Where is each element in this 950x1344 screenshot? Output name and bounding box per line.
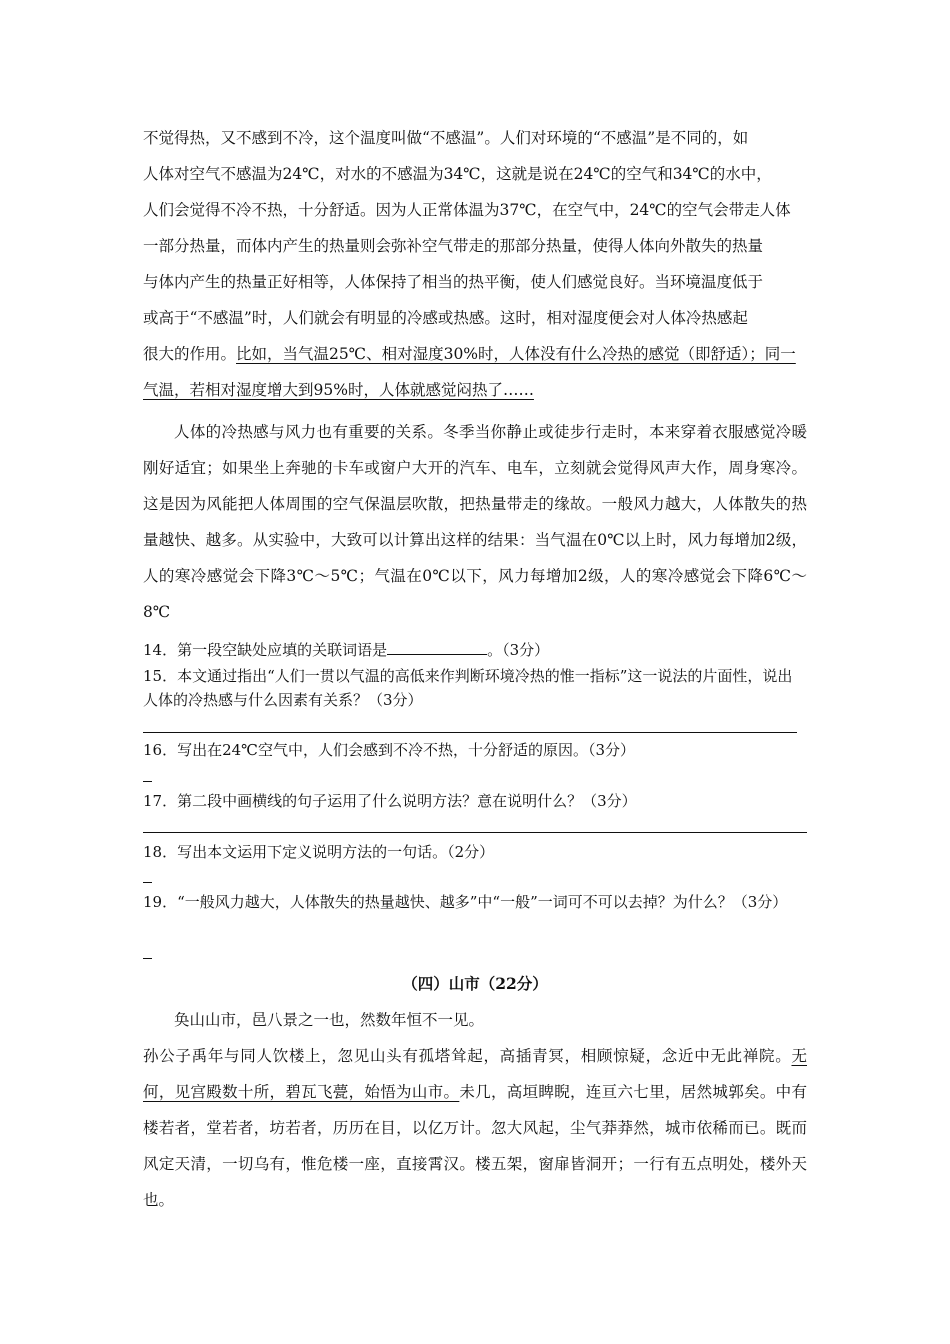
text-line xyxy=(143,336,807,372)
text-line: 或高于“不感温”时，人们就会有明显的冷感或热感。这时，相对湿度便会对人体冷热感起 xyxy=(143,309,748,327)
text-line: 一部分热量，而体内产生的热量则会弥补空气带走的那部分热量，使得人体向外散失的热量 xyxy=(143,237,764,255)
answer-line[interactable] xyxy=(143,732,797,733)
answer-line[interactable] xyxy=(143,958,152,959)
question-text: 15．本文通过指出“人们一贯以气温的高低来作判断环境冷热的惟一指标”这一说法的片面性，说出人体的冷热感与什么因素有关系？（3分） xyxy=(143,667,793,709)
text-line: 不觉得热，又不感到不冷，这个温度叫做“不感温”。人们对环境的“不感温”是不同的，如 xyxy=(143,129,749,147)
answer-blank[interactable] xyxy=(387,640,487,655)
text-segment: 孙公子禹年与同人饮楼上，忽见山头有孤塔耸起，高插青冥，相顾惊疑，念近中无此禅院。 xyxy=(143,1047,792,1065)
text-line xyxy=(143,372,807,408)
question-text: 17．第二段中画横线的句子运用了什么说明方法？意在说明什么？（3分） xyxy=(143,792,637,810)
question-16 xyxy=(143,738,807,762)
passage-paragraph-1 xyxy=(143,120,807,408)
paragraph-text: 人体的冷热感与风力也有重要的关系。冬季当你静止或徒步行走时，本来穿着衣服感觉冷暖刚好适宜；如果坐上奔驰的卡车或窗户大开的汽车、电车，立刻就会觉得风声大作，周身寒冷。这是因为风能把人体周围的空气保温层吹散，把热量带走的缘故。一般风力越大，人体散失的热量越快、越多。从实验中，大致可以计算出这样的结果：当气温在0℃以上时，风力每增加2级，人的寒冷感觉会下降3℃～5℃；气温在0℃以下，风力每增加2级，人的寒冷感觉会下降6℃～8℃ xyxy=(143,423,807,621)
classical-paragraph-2 xyxy=(143,1038,807,1218)
question-text: 18．写出本文运用下定义说明方法的一句话。（2分） xyxy=(143,843,495,861)
text-line: 人们会觉得不冷不热，十分舒适。因为人正常体温为37℃，在空气中，24℃的空气会带走人体 xyxy=(143,201,791,219)
question-15 xyxy=(143,664,807,712)
question-text: 16．写出在24℃空气中，人们会感到不冷不热，十分舒适的原因。（3分） xyxy=(143,741,636,759)
answer-line[interactable] xyxy=(143,882,152,883)
underlined-sentence: 比如，当气温25℃、相对湿度30%时，人体没有什么冷热的感觉（即舒适）；同一 xyxy=(236,345,796,363)
answer-line[interactable] xyxy=(143,832,807,833)
text-line: 人体对空气不感温为24℃，对水的不感温为34℃，这就是说在24℃的空气和34℃的水中， xyxy=(143,165,772,183)
text-line: 与体内产生的热量正好相等，人体保持了相当的热平衡，使人们感觉良好。当环境温度低于 xyxy=(143,273,764,291)
classical-text xyxy=(143,1002,807,1218)
section-title: （四）山市（22分） xyxy=(402,974,548,993)
answer-line[interactable] xyxy=(143,781,152,782)
passage-paragraph-2 xyxy=(143,414,807,630)
text-segment: 很大的作用。 xyxy=(143,345,237,363)
underlined-sentence: 无 xyxy=(791,1047,807,1065)
question-score: 。（3分） xyxy=(487,641,550,659)
question-text: 19．“一般风力越大，人体散失的热量越快、越多”中“一般”一词可不可以去掉？为什么？（3分） xyxy=(143,893,788,911)
text-segment: 未几，高垣睥睨，连亘六七里，居然城郭矣。中有楼若者，堂若者，坊若者，历历在目，以亿万计。忽大风起，尘气莽莽然，城市依稀而已。既而风定天清，一切乌有，惟危楼一座，直接霄汉。楼五架，窗扉皆洞开；一行有五点明处，楼外天也。 xyxy=(143,1083,807,1209)
question-19 xyxy=(143,890,807,914)
underlined-sentence: 何，见宫殿数十所，碧瓦飞甍，始悟为山市。 xyxy=(143,1083,460,1101)
question-14 xyxy=(143,638,807,662)
classical-paragraph-1: 奂山山市，邑八景之一也，然数年恒不一见。 xyxy=(174,1011,485,1029)
question-text: 14．第一段空缺处应填的关联词语是 xyxy=(143,641,388,659)
underlined-sentence: 气温，若相对湿度增大到95%时，人体就感觉闷热了…… xyxy=(143,381,534,399)
question-17 xyxy=(143,789,807,813)
question-18 xyxy=(143,840,807,864)
